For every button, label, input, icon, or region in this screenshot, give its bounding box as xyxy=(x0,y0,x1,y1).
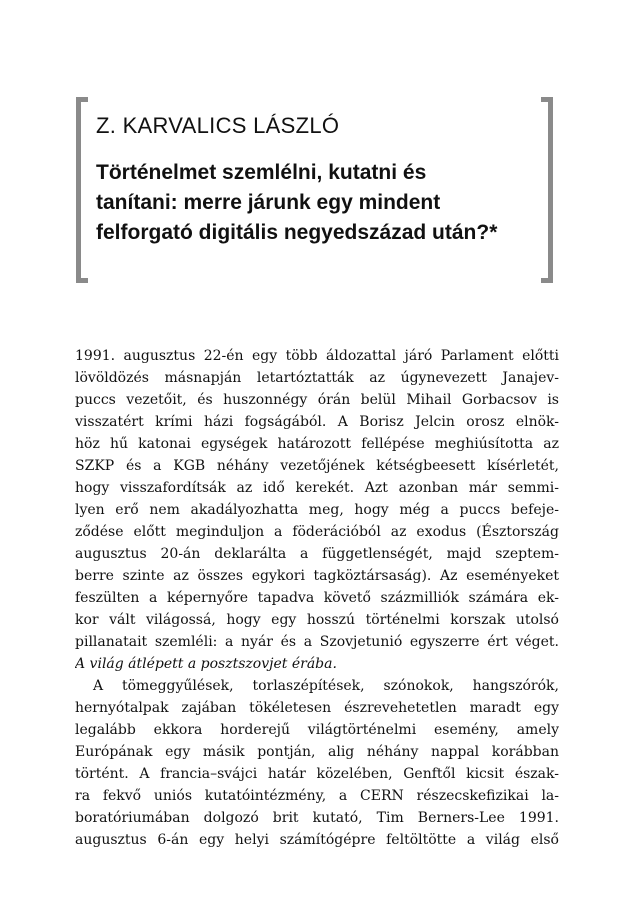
paragraph-line: legalább ekkora horderejű világtörténelmi esemény, amely xyxy=(75,722,559,738)
title-line: tanítani: merre járunk egy mindent xyxy=(96,191,441,214)
paragraph-line: berre szinte az összes egykori tagköztársaság). Az eseményeket xyxy=(75,568,559,584)
paragraph-line: ződése előtt meginduljon a föderációból az exodus (Észtország xyxy=(75,524,559,540)
italic-paragraph-line: A világ átlépett a posztszovjet érába. xyxy=(75,656,337,672)
paragraph-line: lövöldözés másnapján letartóztatták az úgynevezett Janajev- xyxy=(75,370,559,386)
author-name: Z. KARVALICS LÁSZLÓ xyxy=(96,113,340,138)
paragraph-line: kor vált világossá, hogy egy hosszú történelmi korszak utolsó xyxy=(75,612,559,628)
paragraph-line: hernyótalpak zajában tökéletesen észrevehetetlen maradt egy xyxy=(75,700,559,716)
body-text xyxy=(75,345,559,851)
title-line: Történelmet szemlélni, kutatni és xyxy=(96,161,427,184)
paragraph-line: feszülten a képernyőre tapadva követő százmilliók számára ek- xyxy=(75,590,559,606)
left-bracket-ornament xyxy=(76,97,88,283)
paragraph-line: pillanatait szemléli: a nyár és a Szovjetunió egyszerre ért véget. xyxy=(75,634,559,650)
title-line: felforgató digitális negyedszázad után?* xyxy=(96,221,498,244)
paragraph-line: Európának egy másik pontján, alig néhány nappal korábban xyxy=(75,744,559,760)
paragraph-line: hogy visszafordítsák az idő kerekét. Azt azonban már semmi- xyxy=(75,480,559,496)
paragraph-line: lyen erő nem akadályozhatta meg, hogy még a puccs befeje- xyxy=(75,502,559,518)
chapter-title xyxy=(96,158,536,248)
paragraph-line: augusztus 6-án egy helyi számítógépre feltöltötte a világ első xyxy=(75,832,559,848)
paragraph-line: visszatért krími házi fogságából. A Borisz Jelcin orosz elnök- xyxy=(75,414,559,430)
paragraph-line: boratóriumában dolgozó brit kutató, Tim Berners-Lee 1991. xyxy=(75,810,559,826)
paragraph-line: történt. A francia–svájci határ közelében, Genftől kicsit észak- xyxy=(75,766,559,782)
paragraph-line: höz hű katonai egységek határozott fellépése meghiúsította az xyxy=(75,436,559,452)
paragraph-line: augusztus 20-án deklarálta a függetlenségét, majd szeptem- xyxy=(75,546,559,562)
paragraph-line: puccs vezetőit, és huszonnégy órán belül Mihail Gorbacsov is xyxy=(75,392,559,408)
paragraph-line: A tömeggyűlések, torlaszépítések, szónokok, hangszórók, xyxy=(93,678,559,694)
right-bracket-ornament xyxy=(541,97,553,283)
paragraph-line: SZKP és a KGB néhány vezetőjének kétségbeesett kísérletét, xyxy=(75,458,559,474)
paragraph-line: ra fekvő uniós kutatóintézmény, a CERN részecskefizikai la- xyxy=(75,788,559,804)
paragraph-line: 1991. augusztus 22-én egy több áldozattal járó Parlament előtti xyxy=(75,348,559,364)
